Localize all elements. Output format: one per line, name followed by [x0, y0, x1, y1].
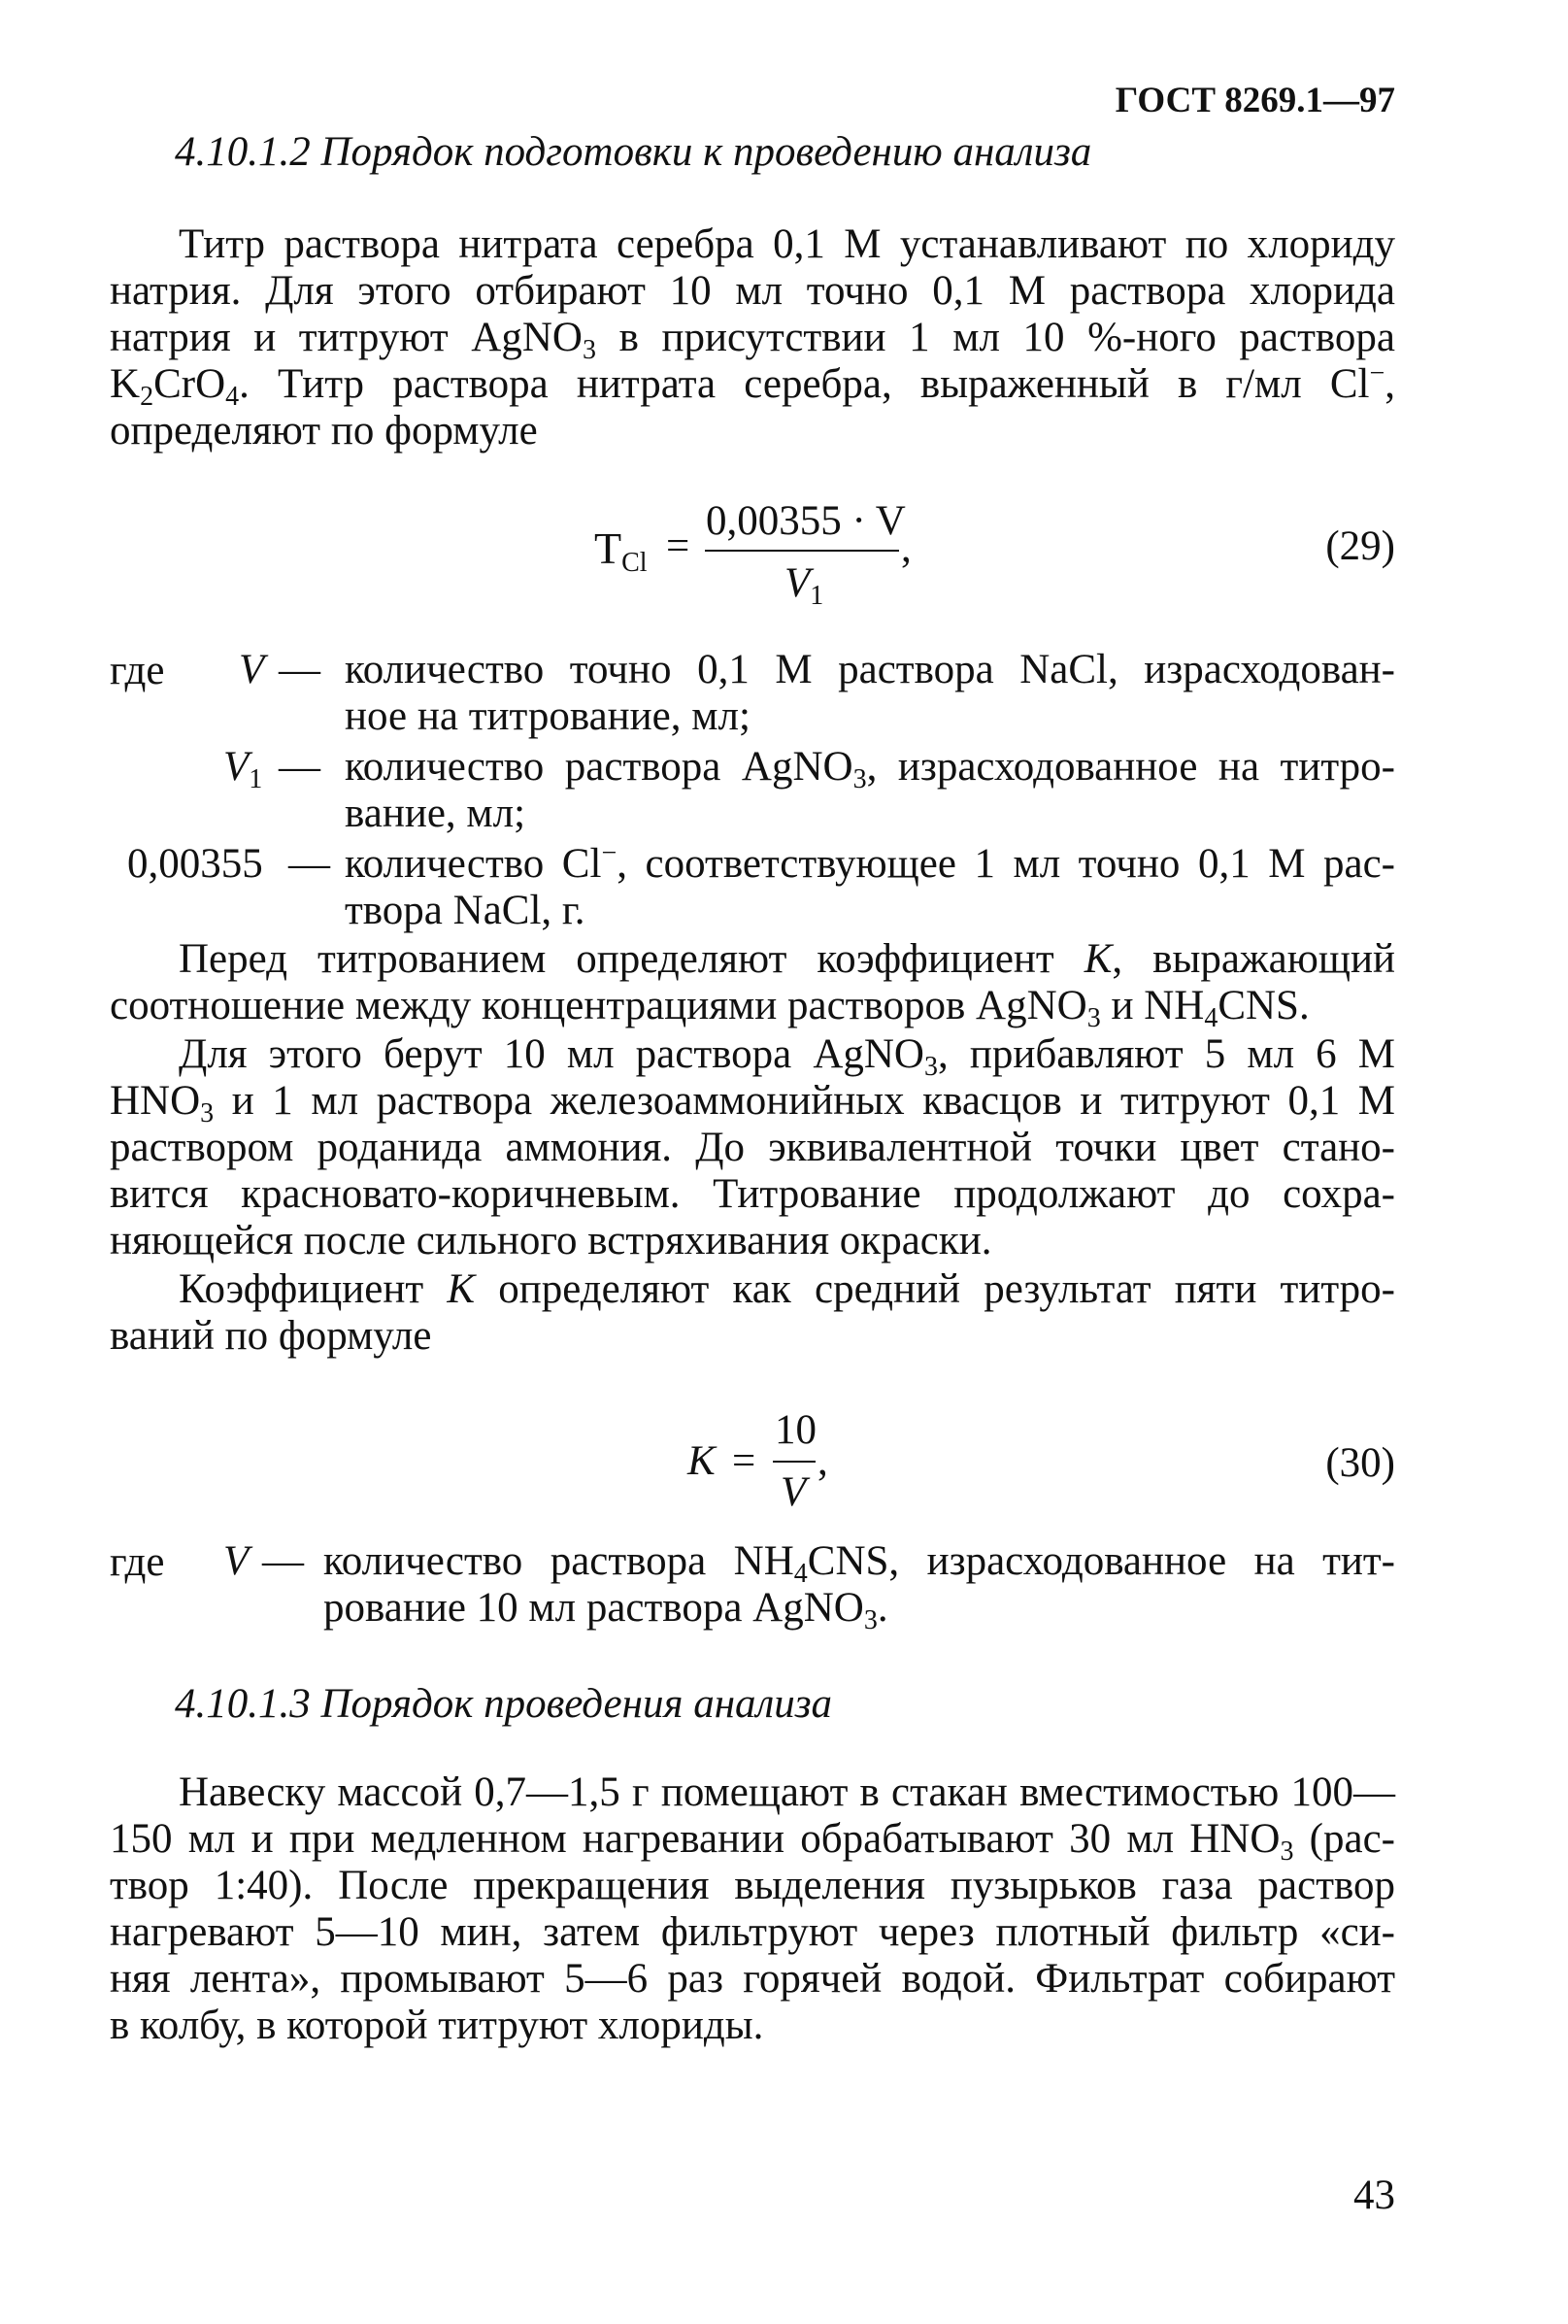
formula-numerator: 10	[775, 1407, 817, 1453]
text-line: $HNO_3$ и 1 мл раствора железоаммонийных квасцов и титруют 0,1 М	[110, 1078, 1395, 1128]
fraction-bar	[773, 1461, 816, 1463]
equation-number-30: (30)	[1325, 1440, 1395, 1486]
paragraph-coefficient-average	[110, 1266, 1395, 1360]
text-line: соотношение между концентрациями растворов AgNO$_3$ и $NH_4CNS$.	[110, 983, 1310, 1033]
text-line: натрия. Для этого отбирают 10 мл точно 0,1 М раствора хлорида	[110, 268, 1395, 314]
definition-dash: —	[262, 1538, 304, 1584]
text-line: Навеску массой 0,7—1,5 г помещают в стакан вместимостью 100—	[179, 1769, 1395, 1815]
paragraph-procedure	[110, 1031, 1395, 1264]
text-line: ваний по формуле	[110, 1313, 432, 1359]
text-line: натрия и титруют AgNO$_3$ в присутствии 1 мл 10 %-ного раствора	[110, 315, 1395, 365]
text-line: Перед титрованием определяют коэффициент K, выражающий	[179, 936, 1395, 982]
formula-lhs: TCl	[594, 523, 648, 578]
text-line: определяют по формуле	[110, 408, 538, 454]
text-line: Коэффициент K определяют как средний результат пяти титро-	[179, 1266, 1395, 1312]
formula-denominator: V1	[784, 560, 824, 611]
where-label: где	[110, 648, 165, 693]
formula-comma: ,	[817, 1438, 828, 1484]
text-line: Для этого берут 10 мл раствора AgNO$_3$, прибавляют 5 мл 6 М	[179, 1031, 1395, 1082]
paragraph-analysis-procedure	[110, 1769, 1395, 2049]
text-line: вится красновато-коричневым. Титрование продолжают до сохра-	[110, 1171, 1395, 1217]
formula-numerator: 0,00355 · V	[706, 498, 906, 544]
definition-dash: —	[279, 647, 320, 692]
text-line: няющейся после сильного встряхивания окраски.	[110, 1218, 992, 1263]
definition-text: количество раствора $NH_4CNS$, израсходованное на тит- рование 10 мл раствора AgNO$_3$.	[323, 1538, 1395, 1635]
formula-denominator: V	[781, 1469, 807, 1515]
text-line: твор 1:40). После прекращения выделения пузырьков газа раствор	[110, 1863, 1395, 1908]
equation-number-29: (29)	[1325, 523, 1395, 569]
text-line: раствором роданида аммония. До эквивалентной точки цвет стано-	[110, 1125, 1395, 1170]
definition-dash: —	[288, 841, 330, 887]
definition-text: количество раствора AgNO$_3$, израсходованное на титро- вание, мл;	[345, 744, 1395, 836]
text-line: 150 мл и при медленном нагревании обрабатывают 30 мл $HNO_3$ (рас-	[110, 1816, 1395, 1867]
definition-symbol: V1	[223, 744, 263, 794]
paragraph-coefficient	[110, 936, 1395, 1033]
paragraph-titer-setup	[110, 221, 1395, 455]
definition-symbol: V	[239, 647, 265, 692]
definition-dash: —	[279, 744, 320, 790]
text-line: няя лента», промывают 5—6 раз горячей водой. Фильтрат собирают	[110, 1956, 1395, 2002]
definition-text: количество точно 0,1 М раствора NaCl, израсходован- ное на титрование, мл;	[345, 647, 1395, 739]
definition-symbol: 0,00355	[127, 841, 263, 887]
formula-comma: ,	[901, 525, 912, 571]
text-line: Титр раствора нитрата серебра 0,1 М устанавливают по хлориду	[179, 221, 1395, 267]
definition-symbol: V	[223, 1538, 250, 1584]
fraction-bar	[705, 550, 899, 552]
formula-equals: =	[666, 523, 690, 569]
page-number: 43	[1353, 2172, 1395, 2218]
section-heading-4-10-1-3: 4.10.1.3 Порядок проведения анализа	[175, 1681, 833, 1727]
text-line: в колбу, в которой титруют хлориды.	[110, 2003, 764, 2048]
where-label: где	[110, 1539, 165, 1585]
definition-text: количество Cl−, соответствующее 1 мл точно 0,1 М рас- твора NaCl, г.	[345, 838, 1396, 933]
standard-header: ГОСТ 8269.1—97	[1115, 81, 1395, 120]
text-line: нагревают 5—10 мин, затем фильтруют через плотный фильтр «си-	[110, 1909, 1395, 1955]
formula-lhs: K	[687, 1438, 716, 1484]
formula-equals: =	[732, 1438, 756, 1484]
text-line: $K_2CrO_4$. Титр раствора нитрата серебра, выраженный в г/мл Cl−,	[110, 358, 1395, 412]
section-heading-4-10-1-2: 4.10.1.2 Порядок подготовки к проведению анализа	[175, 129, 1092, 175]
